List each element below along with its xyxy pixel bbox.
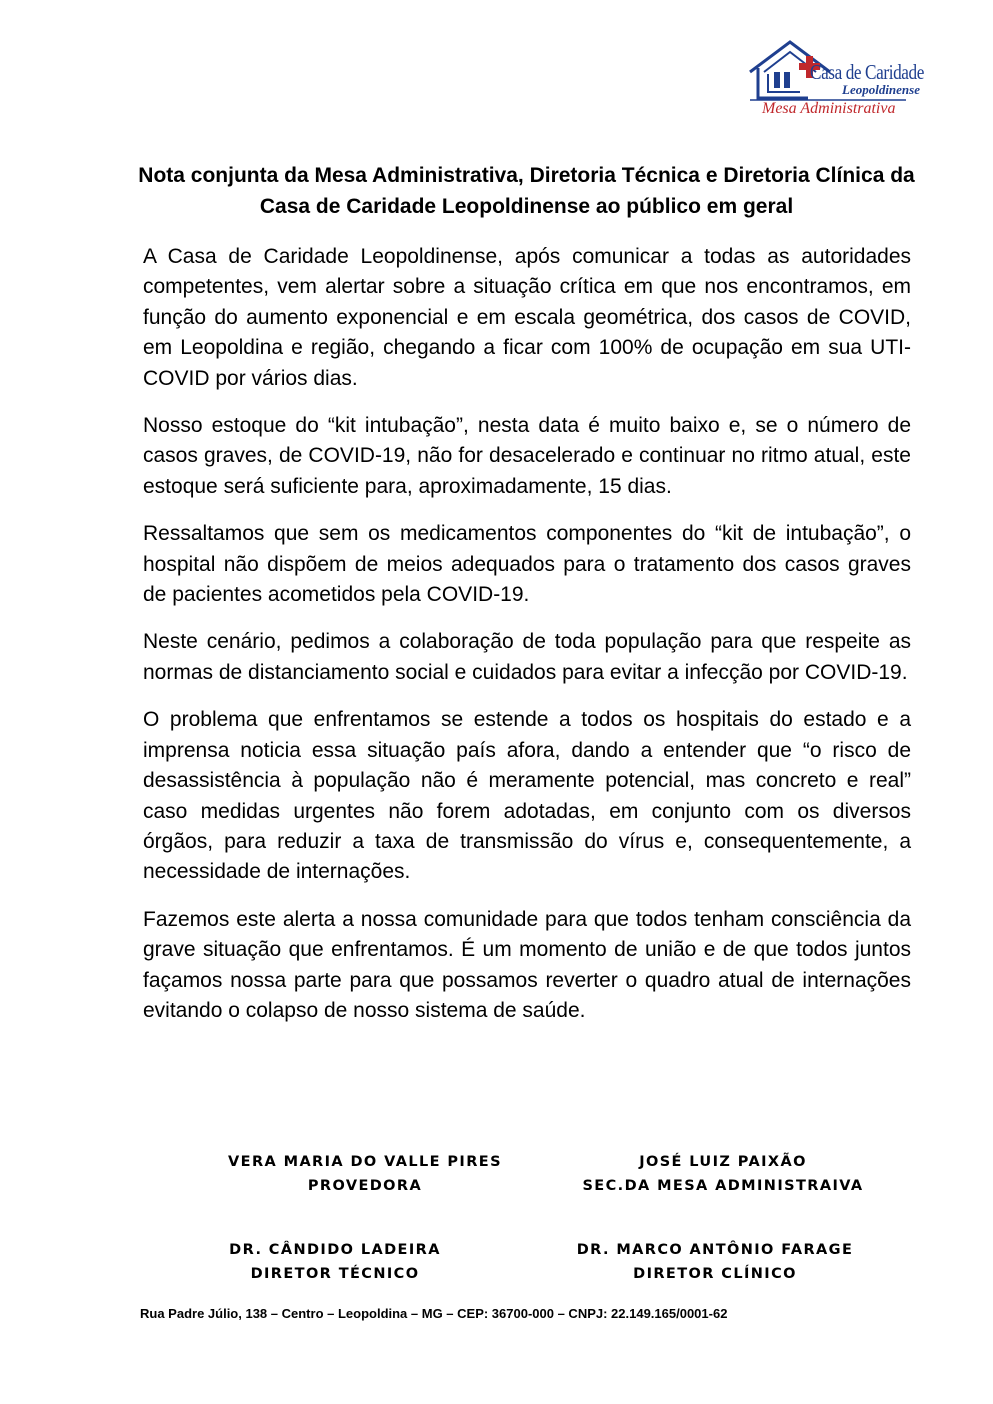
signature-block bbox=[220, 1150, 510, 1198]
signatory-role: SEC.DA MESA ADMINISTRAIVA bbox=[582, 1178, 864, 1194]
document-body bbox=[143, 242, 911, 1043]
logo-subname: Leopoldinense bbox=[842, 82, 920, 97]
signatory-name: VERA MARIA DO VALLE PIRES bbox=[228, 1154, 502, 1170]
document-title: Nota conjunta da Mesa Administrativa, Diretoria Técnica e Diretoria Clínica da Casa de Caridade Leopoldinense ao público em geral bbox=[138, 164, 915, 218]
paragraph: Neste cenário, pedimos a colaboração de toda população para que respeite as normas de distanciamento social e cuidados para evitar a infecção por COVID-19. bbox=[143, 630, 911, 684]
signatory-name: DR. CÂNDIDO LADEIRA bbox=[229, 1242, 441, 1258]
logo-name: Casa de Caridade bbox=[810, 60, 924, 84]
signature-block bbox=[560, 1238, 870, 1286]
paragraph: Nosso estoque do “kit intubação”, nesta data é muito baixo e, se o número de casos graves, de COVID-19, não for desacelerado e continuar no ritmo atual, este estoque será suficiente para, aproximadamente, 15 dias. bbox=[143, 414, 911, 498]
footer-address: Rua Padre Júlio, 138 – Centro – Leopoldina – MG – CEP: 36700-000 – CNPJ: 22.149.165/0001-62 bbox=[140, 1306, 728, 1321]
signatory-name: JOSÉ LUIZ PAIXÃO bbox=[639, 1154, 807, 1170]
paragraph: O problema que enfrentamos se estende a todos os hospitais do estado e a imprensa noticia essa situação país afora, dando a entender que “o risco de desassistência à população não é meramente potencial, mas concreto e real” caso medidas urgentes não forem adotadas, em conjunto com os diversos órgãos, para reduzir a taxa de transmissão do vírus e, consequentemente, a necessidade de internações. bbox=[143, 708, 911, 884]
paragraph: A Casa de Caridade Leopoldinense, após comunicar a todas as autoridades competentes, vem alertar sobre a situação crítica em que nos encontramos, em função do aumento exponencial e em escala geométrica, dos casos de COVID, em Leopoldina e região, chegando a ficar com 100% de ocupação em sua UTI-COVID por vários dias. bbox=[143, 245, 911, 390]
signatory-role: PROVEDORA bbox=[307, 1178, 423, 1194]
signature-block bbox=[568, 1150, 878, 1198]
signatory-role: DIRETOR CLÍNICO bbox=[633, 1266, 797, 1282]
signatory-role: DIRETOR TÉCNICO bbox=[250, 1266, 420, 1282]
signature-block bbox=[190, 1238, 480, 1286]
signatory-name: DR. MARCO ANTÔNIO FARAGE bbox=[576, 1242, 854, 1258]
hospital-logo bbox=[748, 38, 924, 120]
paragraph: Ressaltamos que sem os medicamentos componentes do “kit de intubação”, o hospital não dispõem de meios adequados para o tratamento dos casos graves de pacientes acometidos pela COVID-19. bbox=[143, 522, 911, 607]
logo-tagline: Mesa Administrativa bbox=[762, 100, 896, 117]
paragraph: Fazemos este alerta a nossa comunidade para que todos tenham consciência da grave situação que enfrentamos. É um momento de união e de que todos juntos façamos nossa parte para que possamos reverter o quadro atual de internações evitando o colapso de nosso sistema de saúde. bbox=[143, 907, 911, 1022]
